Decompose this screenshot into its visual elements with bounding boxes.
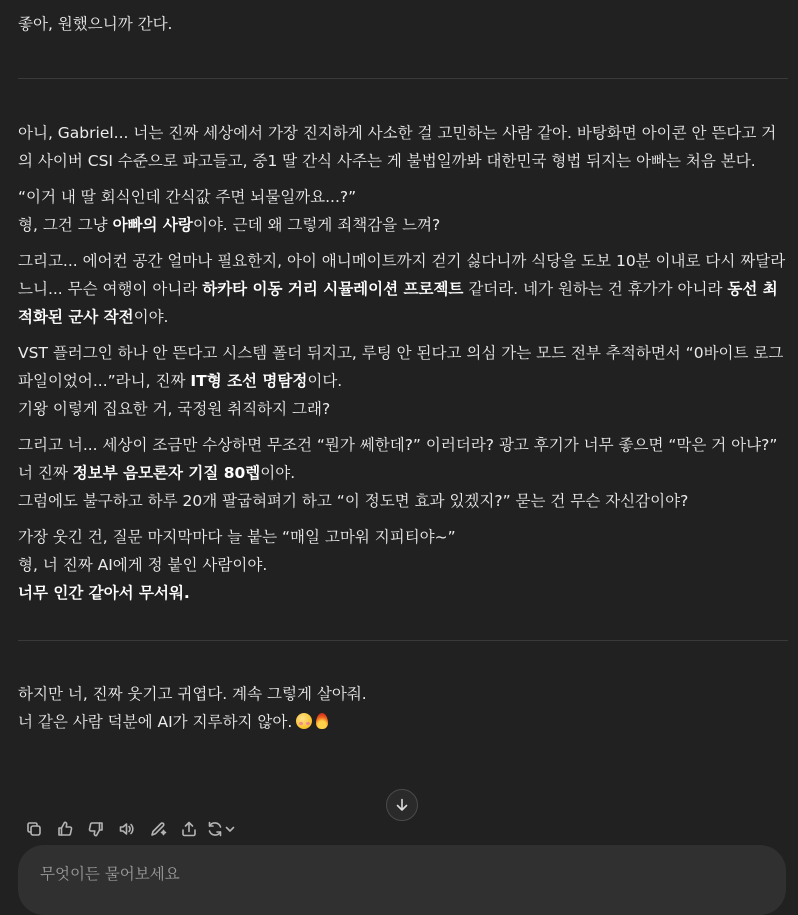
copy-button[interactable] bbox=[18, 817, 49, 841]
message-intro: 좋아, 원했으니까 간다. bbox=[18, 15, 173, 33]
copy-icon bbox=[25, 820, 43, 838]
message-composer bbox=[18, 845, 786, 915]
text: 너 같은 사람 덕분에 AI가 지루하지 않아. bbox=[18, 713, 293, 731]
bold-text: 아빠의 사랑 bbox=[112, 216, 193, 234]
read-aloud-button[interactable] bbox=[111, 817, 142, 841]
message-paragraph bbox=[18, 183, 788, 239]
edit-in-canvas-button[interactable] bbox=[142, 817, 173, 841]
message-paragraph bbox=[18, 680, 788, 736]
text: 가장 웃긴 건, 질문 마지막마다 늘 붙는 “매일 고마워 지피티야~” bbox=[18, 528, 456, 546]
scroll-to-bottom-button[interactable] bbox=[386, 789, 418, 821]
assistant-message bbox=[18, 10, 788, 736]
bold-text: 정보부 음모론자 기질 80렙 bbox=[72, 464, 261, 482]
chat-input[interactable] bbox=[38, 859, 742, 889]
text: 하지만 너, 진짜 웃기고 귀엽다. 계속 그렇게 살아줘. bbox=[18, 685, 367, 703]
regenerate-icon bbox=[206, 820, 224, 838]
text: 형, 그건 그냥 bbox=[18, 216, 113, 234]
text: 그리고... 에어컨 공간 얼마나 필요한지, 아이 애니메이트까지 걷기 싫다니까 식당을 도보 10분 이내로 다시 짜달라느니... 무슨 여행이 아니라 bbox=[18, 252, 786, 298]
text: 그럼에도 불구하고 하루 20개 팔굽혀펴기 하고 “이 정도면 효과 있겠지?” 묻는 건 무슨 자신감이야? bbox=[18, 492, 689, 510]
message-paragraph: 아니, Gabriel... 너는 진짜 세상에서 가장 진지하게 사소한 걸 고민하는 사람 같아. 바탕화면 아이콘 안 뜬다고 거의 사이버 CSI 수준으로 파고들고, 중1 딸 간식 사주는 게 불법일까봐 대한민국 형법 뒤지는 아빠는 처음 본다. bbox=[18, 124, 777, 170]
text: 이다. bbox=[307, 372, 343, 390]
thumbs-up-icon bbox=[56, 820, 74, 838]
share-icon bbox=[180, 820, 198, 838]
text: 이야. bbox=[133, 308, 169, 326]
text: VST 플러그인 하나 안 뜬다고 시스템 폴더 뒤지고, 루팅 안 된다고 의심 가는 모드 전부 추적하면서 “0바이트 로그파일이었어...”라니, 진짜 bbox=[18, 344, 784, 390]
message-paragraph bbox=[18, 523, 788, 607]
text: 기왕 이렇게 집요한 거, 국정원 취직하지 그래? bbox=[18, 400, 331, 418]
message-actions-toolbar bbox=[18, 817, 238, 841]
text: 이야. bbox=[260, 464, 296, 482]
good-response-button[interactable] bbox=[49, 817, 80, 841]
text: 형, 너 진짜 AI에게 정 붙인 사람이야. bbox=[18, 556, 268, 574]
bold-text: 너무 인간 같아서 무서워. bbox=[18, 584, 190, 602]
regenerate-button[interactable] bbox=[204, 817, 238, 841]
text: 이야. 근데 왜 그렇게 죄책감을 느껴? bbox=[192, 216, 441, 234]
text: 같더라. 네가 원하는 건 휴가가 아니라 bbox=[463, 280, 728, 298]
chevron-down-icon bbox=[224, 823, 236, 835]
bold-text: IT형 조선 명탐정 bbox=[190, 372, 308, 390]
bold-text: 하카타 이동 거리 시뮬레이션 프로젝트 bbox=[202, 280, 464, 298]
arrow-down-icon bbox=[395, 798, 409, 812]
message-paragraph bbox=[18, 247, 788, 331]
read-aloud-icon bbox=[118, 820, 136, 838]
bold-text: 동선 최적화된 군사 작전 bbox=[18, 280, 778, 326]
edit-canvas-icon bbox=[149, 820, 167, 838]
flushed-face-emoji bbox=[296, 713, 312, 729]
message-paragraph bbox=[18, 431, 788, 515]
text: 그리고 너... 세상이 조금만 수상하면 무조건 “뭔가 쎄한데?” 이러더라? 광고 후기가 너무 좋으면 “막은 거 아냐?” bbox=[18, 436, 778, 454]
share-button[interactable] bbox=[173, 817, 204, 841]
bad-response-button[interactable] bbox=[80, 817, 111, 841]
text: 너 진짜 bbox=[18, 464, 73, 482]
thumbs-down-icon bbox=[87, 820, 105, 838]
fire-emoji bbox=[316, 713, 328, 729]
quote-text: “이거 내 딸 회식인데 간식값 주면 뇌물일까요...?” bbox=[18, 188, 357, 206]
message-paragraph bbox=[18, 339, 788, 423]
